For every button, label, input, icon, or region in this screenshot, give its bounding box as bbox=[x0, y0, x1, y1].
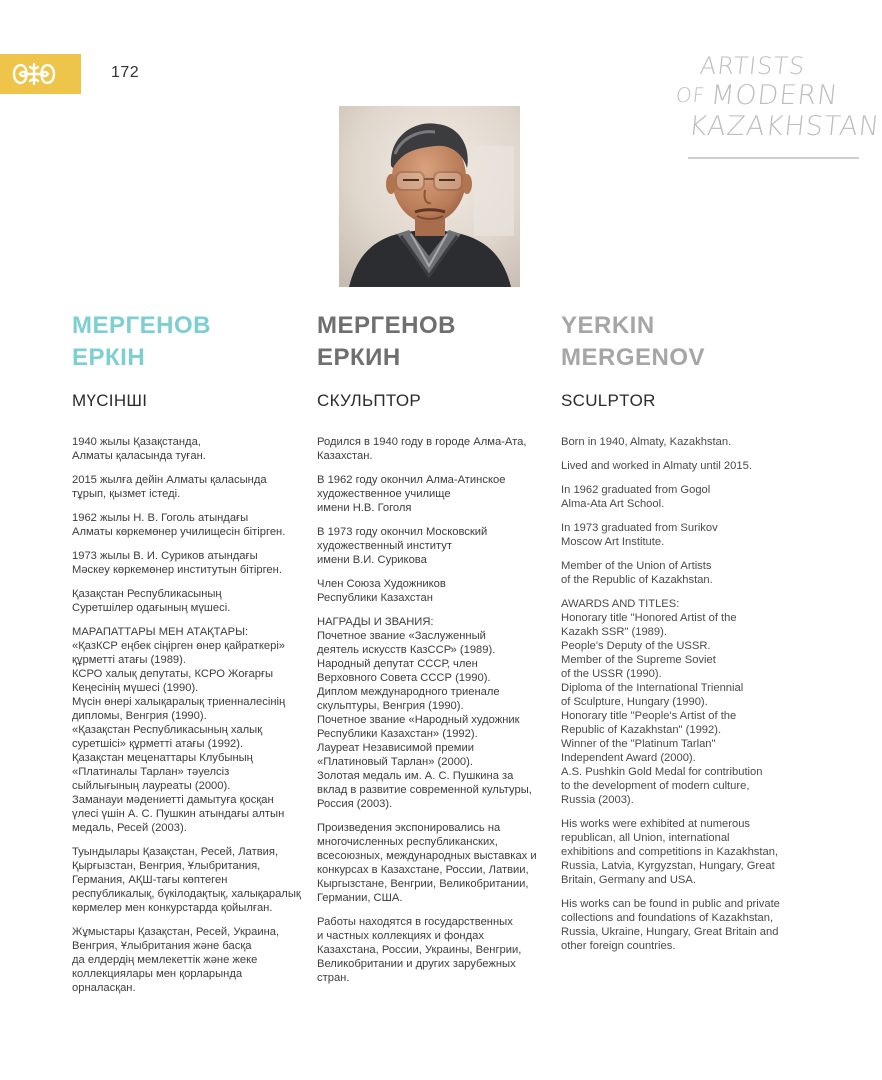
bio-paragraph: Туындылары Қазақстан, Ресей, Латвия, Қырғызстан, Венгрия, Ұлыбритания, Германия, АҚШ-тағы көптеген республикалық, бүкілодақтық, халықаралық көрмелер мен конкурстарда қойылған. bbox=[72, 846, 301, 914]
biography-ru bbox=[317, 435, 552, 985]
kazakh-ornament-icon bbox=[10, 58, 58, 90]
name-line-1: МЕРГЕНОВ bbox=[72, 312, 211, 339]
bio-paragraph: Жұмыстары Қазақстан, Ресей, Украина, Венгрия, Ұлыбритания және басқа да елдердің мемлекеттік және жеке коллекциялары мен қорларында орналасқан. bbox=[72, 926, 280, 994]
series-logo bbox=[674, 52, 882, 152]
name-line-2: ЕРКИН bbox=[317, 344, 401, 371]
bio-paragraph: Born in 1940, Almaty, Kazakhstan. bbox=[561, 436, 732, 448]
bio-paragraph: Member of the Union of Artists of the Republic of Kazakhstan. bbox=[561, 560, 713, 586]
ornament-badge bbox=[0, 54, 81, 94]
bio-paragraph: His works can be found in public and private collections and foundations of Kazakhstan, Russia, Ukraine, Hungary, Great Britain and other foreign countries. bbox=[561, 898, 780, 952]
artist-name-kz bbox=[72, 310, 307, 376]
bio-paragraph: 1962 жылы Н. В. Гоголь атындағы Алматы көркемөнер училищесін бітірген. bbox=[72, 512, 286, 538]
series-logo-word: MODERN bbox=[709, 80, 840, 111]
series-logo-word: KAZAKHSTAN bbox=[687, 111, 882, 142]
series-logo-word: OF bbox=[674, 83, 707, 107]
awards-paragraph: НАГРАДЫ И ЗВАНИЯ: Почетное звание «Заслуженный деятель искусств КазССР» (1989). Народный депутат СССР, член Верховного Совета СССР (1990). Диплом международного триенале скульптуры, Венгрия (1990). Почетное звание «Народный художник Республики Казахстан» (1992). Лауреат Независимой премии «Платиновый Тарлан» (2000). Золотая медаль им. А. С. Пушкина за вклад в развитие современной культуры, Россия (2003). bbox=[317, 616, 532, 810]
artist-role-ru: СКУЛЬПТОР bbox=[317, 391, 422, 410]
bio-paragraph: In 1973 graduated from Surikov Moscow Art Institute. bbox=[561, 522, 718, 548]
name-line-1: МЕРГЕНОВ bbox=[317, 312, 456, 339]
artist-role-en: SCULPTOR bbox=[561, 391, 656, 410]
bio-paragraph: 1973 жылы В. И. Суриков атындағы Мәскеу көркемөнер институтын бітірген. bbox=[72, 550, 282, 576]
artist-name-en bbox=[561, 310, 796, 376]
column-russian bbox=[317, 310, 552, 995]
name-line-1: YERKIN bbox=[561, 312, 655, 339]
artist-role-kz: МҮСІНШІ bbox=[72, 391, 148, 410]
column-english bbox=[561, 310, 796, 963]
name-line-2: MERGENOV bbox=[561, 344, 706, 371]
bio-paragraph: В 1962 году окончил Алма-Атинское художественное училище имени Н.В. Гоголя bbox=[317, 474, 506, 514]
bio-paragraph: Родился в 1940 году в городе Алма-Ата, Казахстан. bbox=[317, 436, 527, 462]
bio-paragraph: Работы находятся в государственных и частных коллекциях и фондах Казахстана, России, Украины, Венгрии, Великобритании и других зарубежных стран. bbox=[317, 916, 522, 984]
page-number: 172 bbox=[111, 64, 140, 81]
bio-paragraph: Произведения экспонировались на многочисленных республиканских, всесоюзных, международных выставках и конкурсах в Казахстане, России, Латвии, Кыргызстане, Венгрии, Великобритании, Германии, США. bbox=[317, 822, 537, 904]
name-line-2: ЕРКІН bbox=[72, 344, 146, 371]
biography-kz bbox=[72, 435, 307, 995]
bio-paragraph: In 1962 graduated from Gogol Alma-Ata Art School. bbox=[561, 484, 711, 510]
bio-paragraph: 2015 жылға дейін Алматы қаласында тұрып, қызмет істеді. bbox=[72, 474, 267, 500]
artist-portrait-photo bbox=[339, 106, 520, 287]
column-kazakh bbox=[72, 310, 307, 1005]
bio-paragraph: В 1973 году окончил Московский художественный институт имени В.И. Сурикова bbox=[317, 526, 488, 566]
series-logo-word: ARTISTS bbox=[698, 52, 807, 80]
artist-portrait bbox=[339, 106, 520, 287]
bio-paragraph: Член Союза Художников Республики Казахстан bbox=[317, 578, 446, 604]
biography-en bbox=[561, 435, 796, 953]
awards-paragraph: МАРАПАТТАРЫ МЕН АТАҚТАРЫ: «ҚазКСР еңбек сіңірген өнер қайраткері» құрметті атағы (1989). КСРО халық депутаты, КСРО Жоғарғы Кеңесінің мүшесі (1990). Мүсін өнері халықаралық триенналесінің дипломы, Венгрия (1990). «Қазақстан Республикасының халық суретшісі» құрметті атағы (1992). Қазақстан меценаттары Клубының «Платиналы Тарлан» тәуелсіз сыйлығының лауреаты (2000). Заманауи мәдениетті дамытуға қосқан үлесі үшін А. С. Пушкин атындағы алтын медаль, Ресей (2003). bbox=[72, 626, 286, 834]
awards-paragraph: AWARDS AND TITLES: Honorary title "Honored Artist of the Kazakh SSR" (1989). People's Deputy of the USSR. Member of the Supreme Soviet of the USSR (1990). Diploma of the International Triennial of Sculpture, Hungary (1990). Honorary title "People's Artist of the Republic of Kazakhstan" (1992). Winner of the "Platinum Tarlan" Independent Award (2000). A.S. Pushkin Gold Medal for contribution to the development of modern culture, Russia (2003). bbox=[561, 598, 763, 806]
bio-paragraph: Қазақстан Республикасының Суретшілер одағының мүшесі. bbox=[72, 588, 231, 614]
bio-paragraph: 1940 жылы Қазақстанда, Алматы қаласында туған. bbox=[72, 436, 206, 462]
bio-paragraph: Lived and worked in Almaty until 2015. bbox=[561, 460, 752, 472]
header-rule bbox=[688, 157, 859, 159]
bio-paragraph: His works were exhibited at numerous republican, all Union, international exhibitions and competitions in Kazakhstan, Russia, Latvia, Kyrgyzstan, Hungary, Great Britain, Germany and USA. bbox=[561, 818, 779, 886]
artist-name-ru bbox=[317, 310, 552, 376]
